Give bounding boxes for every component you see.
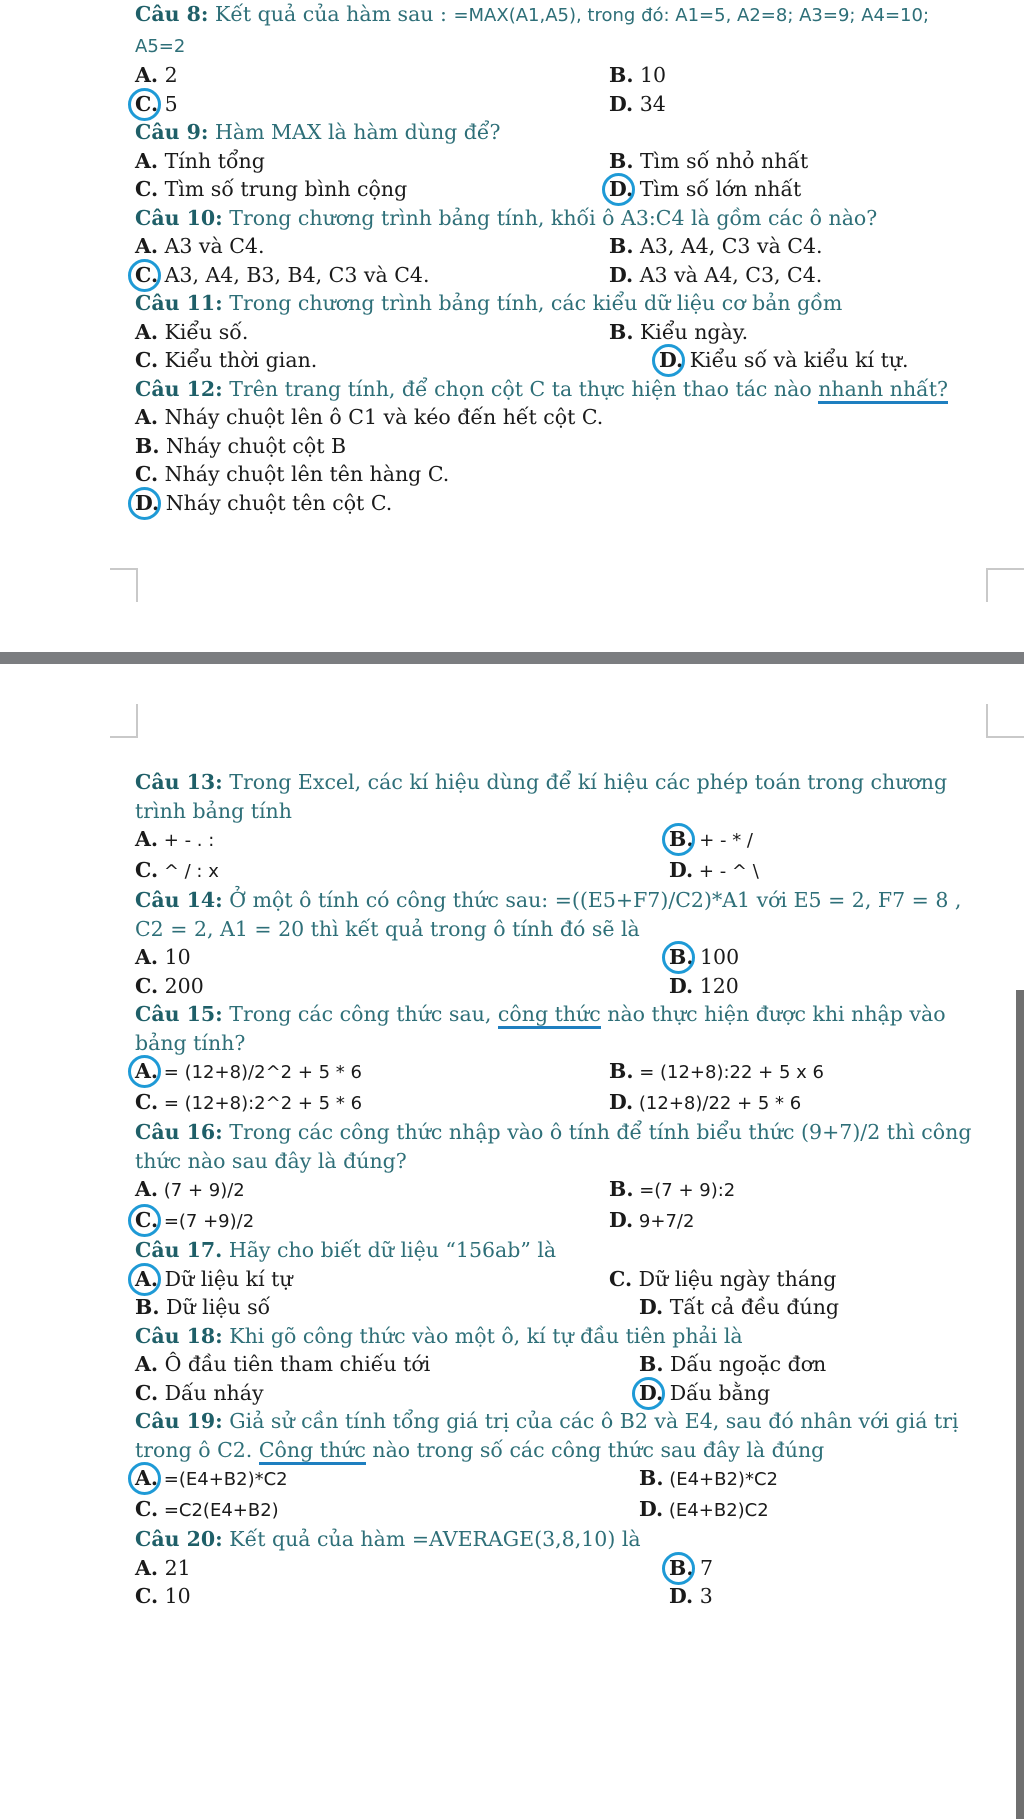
question-text: Trong các công thức sau, <box>222 1002 498 1026</box>
question-text: Hàm MAX là hàm dùng để? <box>208 120 501 144</box>
answer-letter: C. <box>135 1380 159 1405</box>
answer-c <box>135 1495 639 1526</box>
answer-d <box>609 1206 980 1237</box>
answer-letter: D. <box>609 1089 634 1114</box>
answers-row <box>135 825 980 856</box>
answers-row <box>135 261 980 290</box>
answers-row <box>135 61 980 90</box>
question-label: Câu 10: <box>135 205 223 230</box>
answer-d <box>609 261 980 290</box>
question-11 <box>135 289 980 318</box>
answers-row <box>135 1088 980 1119</box>
answer-letter: B. <box>609 1059 634 1083</box>
answer-b <box>135 432 980 461</box>
answer-letter: C. <box>135 348 159 372</box>
answer-a <box>135 1057 609 1088</box>
answer-b <box>609 147 980 176</box>
answer-c <box>135 90 609 119</box>
answer-b <box>669 825 980 856</box>
selected-answer-circle: B. <box>669 825 693 854</box>
answer-a <box>135 1554 669 1583</box>
answer-a <box>135 943 669 972</box>
page-corner-mark <box>110 704 138 738</box>
selected-answer-circle: D. <box>135 489 159 518</box>
answer-b <box>669 1554 980 1583</box>
question-text: Giả sử cần tính tổng giá trị của các ô B2 và E4, sau đó nhân với giá trị trong ô C2. <box>135 1409 959 1462</box>
question-label: Câu 19: <box>135 1409 223 1433</box>
answer-c <box>135 856 669 887</box>
selected-answer-circle: A. <box>135 1057 158 1086</box>
answers-row <box>135 943 980 972</box>
answer-text: Dữ liệu số <box>159 1295 271 1319</box>
answer-text: = (12+8):2^2 + 5 * 6 <box>158 1092 363 1114</box>
question-18 <box>135 1322 980 1351</box>
scrollbar[interactable] <box>1016 990 1024 1819</box>
answer-text: Tìm số lớn nhất <box>633 177 802 201</box>
answer-a <box>135 147 609 176</box>
question-text-cont: nào trong số các công thức sau đây là đúng <box>365 1437 825 1462</box>
answer-c <box>135 460 980 489</box>
answers-row <box>135 175 980 204</box>
page-corner-mark <box>986 568 1024 602</box>
answer-text: = (12+8)/2^2 + 5 * 6 <box>158 1062 362 1083</box>
answer-text: 3 <box>693 1584 713 1608</box>
answer-c <box>135 1088 609 1119</box>
question-text: Ở một ô tính có công thức sau: =((E5+F7)/C2)*A1 với E5 = 2, F7 = 8 , C2 = 2, A1 = 20 thì kết quả trong ô tính đó sẽ là <box>135 888 962 941</box>
answers-row <box>135 1495 980 1526</box>
question-label: Câu 13: <box>135 770 223 794</box>
question-text: Hãy cho biết dữ liệu “156ab” là <box>222 1238 557 1262</box>
answer-text: (12+8)/22 + 5 * 6 <box>633 1092 802 1114</box>
question-20 <box>135 1525 980 1554</box>
selected-answer-circle: D. <box>659 346 683 375</box>
question-label: Câu 8: <box>135 2 209 26</box>
page1-content <box>135 0 980 517</box>
question-text: Kết quả của hàm sau : <box>208 2 454 26</box>
answer-letter: D. <box>609 1207 634 1232</box>
answer-letter: A. <box>135 827 159 851</box>
answer-text: A3 và A4, C3, C4. <box>633 262 823 287</box>
answer-letter: B. <box>609 234 634 258</box>
answer-text: (7 + 9)/2 <box>158 1180 245 1201</box>
answer-text: Kiểu số. <box>158 319 249 344</box>
answer-letter: D. <box>609 262 634 287</box>
page-corner-mark <box>110 568 138 602</box>
answer-a <box>135 1175 609 1206</box>
answer-letter: B. <box>135 1295 160 1319</box>
answer-letter: A. <box>135 63 159 87</box>
selected-answer-circle: C. <box>135 261 158 290</box>
answer-text: Dữ liệu ngày tháng <box>632 1266 837 1291</box>
answer-letter: C. <box>135 177 159 201</box>
answer-text: Dấu ngoặc đơn <box>663 1352 827 1376</box>
answer-c <box>135 1379 639 1408</box>
answer-text: 9+7/2 <box>633 1210 695 1232</box>
answer-d <box>639 1495 980 1526</box>
answer-letter: B. <box>609 319 634 344</box>
answer-letter: A. <box>135 234 159 258</box>
answer-b <box>669 943 980 972</box>
question-text-cont: nào thực hiện được khi nhập vào bảng tính? <box>135 1002 946 1055</box>
answer-text: 5 <box>158 91 178 116</box>
answers-row <box>135 232 980 261</box>
answer-letter: B. <box>639 1352 664 1376</box>
answer-a <box>135 61 609 90</box>
question-text: Trong chương trình bảng tính, các kiểu dữ liệu cơ bản gồm <box>222 291 843 315</box>
answer-text: Tính tổng <box>158 148 265 173</box>
answer-a <box>135 318 609 347</box>
answers-row <box>135 318 980 347</box>
question-label: Câu 11: <box>135 291 223 315</box>
answer-b <box>639 1464 980 1495</box>
answer-text: = (12+8):22 + 5 x 6 <box>633 1062 824 1083</box>
question-19 <box>135 1407 980 1464</box>
answers-row <box>135 1057 980 1088</box>
answer-d <box>669 972 980 1001</box>
answer-letter: B. <box>609 1177 634 1201</box>
question-17 <box>135 1236 980 1265</box>
question-9 <box>135 118 980 147</box>
answer-letter: C. <box>135 973 159 998</box>
underlined-text: công thức <box>498 1002 601 1029</box>
answers-row <box>135 1293 980 1322</box>
answer-text: 21 <box>158 1555 191 1580</box>
document-page-2 <box>0 664 1024 1819</box>
answer-b <box>609 61 980 90</box>
answer-d <box>659 346 980 375</box>
answer-d <box>135 489 980 518</box>
answer-letter: B. <box>609 63 634 87</box>
answer-b <box>639 1350 980 1379</box>
question-12 <box>135 375 980 404</box>
answer-d <box>609 175 980 204</box>
question-label: Câu 20: <box>135 1527 223 1551</box>
answer-a <box>135 825 669 856</box>
answer-text: Nháy chuột lên tên hàng C. <box>158 462 450 486</box>
question-10 <box>135 204 980 233</box>
answer-text: Kiểu ngày. <box>633 319 749 344</box>
selected-answer-circle: C. <box>135 1206 158 1235</box>
question-formula: =MAX(A1,A5), trong đó: A1=5, A2=8; A3=9; A4=10; <box>453 5 930 26</box>
answer-b <box>609 1057 980 1088</box>
answer-letter: A. <box>135 1555 159 1580</box>
answer-letter: D. <box>639 1295 664 1319</box>
answer-text: A3 và C4. <box>158 234 265 258</box>
answer-c <box>135 346 609 375</box>
question-label: Câu 15: <box>135 1002 223 1026</box>
answer-letter: A. <box>135 319 159 344</box>
answers-row <box>135 1582 980 1611</box>
answer-text: Tìm số nhỏ nhất <box>633 148 809 173</box>
answers-row <box>135 147 980 176</box>
selected-answer-circle: D. <box>639 1379 663 1408</box>
answer-letter: D. <box>669 1584 694 1608</box>
answer-c <box>135 1206 609 1237</box>
question-text: Trong Excel, các kí hiệu dùng để kí hiệu các phép toán trong chương trình bảng tính <box>135 770 948 823</box>
answer-letter: A. <box>135 1352 159 1376</box>
answer-text: Ô đầu tiên tham chiếu tới <box>158 1352 431 1376</box>
page-separator <box>0 652 1024 664</box>
answer-b <box>135 1293 639 1322</box>
answer-d <box>669 856 980 887</box>
selected-answer-circle: B. <box>669 1554 693 1583</box>
question-label: Câu 14: <box>135 888 223 912</box>
answers-row <box>135 90 980 119</box>
answer-a <box>135 1350 639 1379</box>
answer-letter: D. <box>609 91 634 116</box>
answer-b <box>609 1175 980 1206</box>
answer-text: Dấu bằng <box>663 1380 771 1405</box>
question-text: Kết quả của hàm =AVERAGE(3,8,10) là <box>222 1527 641 1551</box>
answer-text: + - ^ \ <box>693 860 759 882</box>
answer-text: =(7 +9)/2 <box>158 1210 255 1232</box>
answer-d <box>669 1582 980 1611</box>
selected-answer-circle: C. <box>135 90 158 119</box>
selected-answer-circle: B. <box>669 943 693 972</box>
answer-text: A3, A4, C3 và C4. <box>633 234 823 258</box>
question-label: Câu 12: <box>135 376 223 401</box>
answer-letter: C. <box>135 857 159 882</box>
answers-row <box>135 1206 980 1237</box>
answer-letter: D. <box>669 973 694 998</box>
answers-row <box>135 972 980 1001</box>
answer-text: 100 <box>693 945 740 969</box>
answer-text: 7 <box>693 1555 714 1580</box>
question-text-cont: A5=2 <box>135 35 186 57</box>
answers-row <box>135 346 980 375</box>
answer-text: Kiểu số và kiểu kí tự. <box>683 348 909 372</box>
answer-letter: C. <box>135 1584 159 1608</box>
question-label: Câu 17. <box>135 1238 223 1262</box>
document-page-1 <box>0 0 1024 640</box>
answers-row <box>135 1379 980 1408</box>
answer-c <box>135 972 669 1001</box>
answer-text: 10 <box>158 1584 191 1608</box>
answers-row <box>135 1265 980 1294</box>
answer-d <box>609 1088 980 1119</box>
answers-row <box>135 1554 980 1583</box>
answer-text: =(7 + 9):2 <box>633 1180 736 1201</box>
answer-text: 10 <box>158 945 191 969</box>
answer-text: 10 <box>633 63 667 87</box>
question-text: Khi gõ công thức vào một ô, kí tự đầu tiên phải là <box>222 1323 743 1348</box>
answer-text: 34 <box>633 91 666 116</box>
answer-c <box>135 175 609 204</box>
answer-text: Nháy chuột tên cột C. <box>159 490 393 515</box>
answer-text: (E4+B2)*C2 <box>663 1469 778 1490</box>
answer-letter: B. <box>639 1466 664 1490</box>
answer-text: Nháy chuột lên ô C1 và kéo đến hết cột C. <box>158 405 604 429</box>
answer-text: Kiểu thời gian. <box>158 348 318 372</box>
answer-letter: A. <box>135 148 159 173</box>
answer-a <box>135 1464 639 1495</box>
answer-letter: B. <box>609 148 634 173</box>
answer-text: + - * / <box>693 830 753 851</box>
answer-text: =(E4+B2)*C2 <box>158 1469 288 1490</box>
answer-d <box>639 1293 980 1322</box>
answer-text: =C2(E4+B2) <box>158 1499 279 1521</box>
answer-b <box>609 318 980 347</box>
answer-d <box>639 1379 980 1408</box>
question-13 <box>135 768 980 825</box>
answer-c <box>135 261 609 290</box>
answer-text: Dấu nháy <box>158 1380 264 1405</box>
answer-text: A3, A4, B3, B4, C3 và C4. <box>158 262 430 287</box>
answers-row <box>135 1175 980 1206</box>
question-15 <box>135 1000 980 1057</box>
question-14 <box>135 886 980 943</box>
answer-text: + - . : <box>158 830 215 851</box>
answer-text: Tất cả đều đúng <box>663 1295 840 1319</box>
selected-answer-circle: A. <box>135 1265 158 1294</box>
answer-text: 200 <box>158 973 204 998</box>
answer-c <box>135 1582 669 1611</box>
selected-answer-circle: A. <box>135 1464 158 1493</box>
answer-text: Dữ liệu kí tự <box>158 1266 293 1291</box>
answer-letter: C. <box>609 1266 633 1291</box>
answer-letter: C. <box>135 1089 159 1114</box>
answer-c <box>609 1265 980 1294</box>
answers-row <box>135 1350 980 1379</box>
question-text: Trong chương trình bảng tính, khối ô A3:C4 là gồm các ô nào? <box>222 205 878 230</box>
question-label: Câu 16: <box>135 1120 223 1144</box>
answers-row <box>135 1464 980 1495</box>
answer-a <box>135 1265 609 1294</box>
question-label: Câu 18: <box>135 1323 223 1348</box>
question-text: Trên trang tính, để chọn cột C ta thực hiện thao tác nào <box>222 376 819 401</box>
answer-letter: A. <box>135 405 159 429</box>
underlined-text: Công thức <box>259 1438 366 1465</box>
page2-content <box>135 768 980 1611</box>
question-label: Câu 9: <box>135 120 209 144</box>
answers-row <box>135 856 980 887</box>
answer-letter: B. <box>135 433 160 458</box>
answer-text: Nháy chuột cột B <box>159 433 347 458</box>
answer-text: Tìm số trung bình cộng <box>158 177 408 201</box>
answer-a <box>135 403 980 432</box>
answer-text: 2 <box>158 63 178 87</box>
page-corner-mark <box>986 704 1024 738</box>
answer-a <box>135 232 609 261</box>
answer-letter: D. <box>669 857 694 882</box>
answer-letter: D. <box>639 1496 664 1521</box>
question-text: Trong các công thức nhập vào ô tính để tính biểu thức (9+7)/2 thì công thức nào sau đây là đúng? <box>135 1120 972 1173</box>
answer-text: 120 <box>693 973 739 998</box>
question-8 <box>135 0 980 61</box>
answer-b <box>609 232 980 261</box>
answer-text: ^ / : x <box>158 860 219 882</box>
answer-d <box>609 90 980 119</box>
answer-letter: A. <box>135 1177 159 1201</box>
answer-letter: C. <box>135 462 159 486</box>
answer-letter: A. <box>135 945 159 969</box>
answer-letter: C. <box>135 1496 159 1521</box>
selected-answer-circle: D. <box>609 175 633 204</box>
answer-text: (E4+B2)C2 <box>663 1499 769 1521</box>
question-16 <box>135 1118 980 1175</box>
underlined-text: nhanh nhất? <box>818 377 948 404</box>
